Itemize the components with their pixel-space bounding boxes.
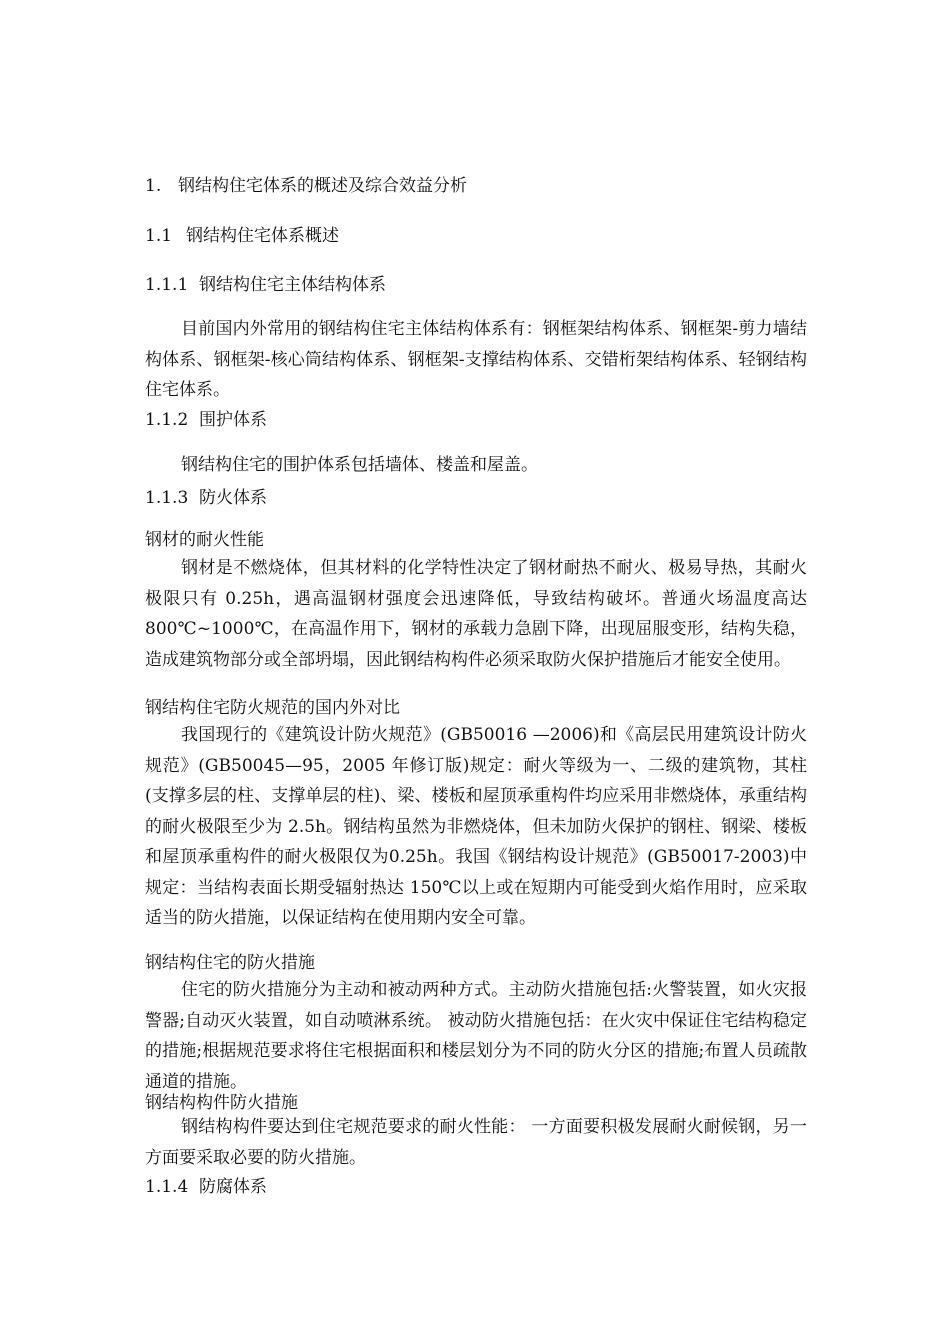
paragraph-fire-code-comparison: 我国现行的《建筑设计防火规范》(GB50016 —2006)和《高层民用建筑设计防火规范》(GB50045—95，2005 年修订版)规定：耐火等级为一、二级的建筑物，其柱(支撑多层的柱、支撑单层的柱)、梁、楼板和屋顶承重构件均应采用非燃烧体，承重结构的耐火极限至少为 2.5h。钢结构虽然为非燃烧体，但未加防火保护的钢柱、钢梁、楼板和屋顶承重构件的耐火极限仅为0.25h。我国《钢结构设计规范》(GB50017-2003)中规定：当结构表面长期受辐射热达 150℃以上或在短期内可能受到火焰作用时，应采取适当的防火措施，以保证结构在使用期内安全可靠。	[145, 725, 807, 928]
section-number: 1.1.2	[145, 410, 189, 430]
subheading-member-fire-measures: 钢结构构件防火措施	[145, 1093, 298, 1113]
paragraph-main-structure: 目前国内外常用的钢结构住宅主体结构体系有：钢框架结构体系、钢框架-剪力墙结构体系、钢框架-核心筒结构体系、钢框架-支撑结构体系、交错桁架结构体系、轻钢结构住宅体系。	[145, 319, 807, 400]
section-number: 1.1.3	[145, 488, 189, 508]
paragraph-fire-resistance: 钢材是不燃烧体，但其材料的化学特性决定了钢材耐热不耐火、极易导热，其耐火极限只有 0.25h，遇高温钢材强度会迅速降低，导致结构破坏。普通火场温度高达 800℃~1000℃，在高温作用下，钢材的承载力急剧下降，出现屈服变形，结构失稳，造成建筑物部分或全部坍塌，因此钢结构构件必须采取防火保护措施后才能安全使用。	[145, 558, 807, 670]
section-number: 1.1.1	[145, 275, 189, 295]
section-title: 围护体系	[199, 410, 267, 430]
section-title: 钢结构住宅体系的概述及综合效益分析	[178, 176, 467, 196]
section-heading-1	[145, 174, 467, 198]
subheading-fire-code-comparison: 钢结构住宅防火规范的国内外对比	[145, 698, 400, 718]
section-title: 防火体系	[199, 488, 267, 508]
section-title: 钢结构住宅主体结构体系	[199, 275, 386, 295]
section-heading-1-1-1	[145, 273, 386, 297]
section-heading-1-1	[145, 224, 339, 248]
section-title: 钢结构住宅体系概述	[186, 226, 339, 246]
section-number: 1.1.4	[145, 1177, 189, 1197]
paragraph-member-fire-measures: 钢结构构件要达到住宅规范要求的耐火性能： 一方面要积极发展耐火耐候钢，另一方面要采取必要的防火措施。	[145, 1117, 807, 1168]
section-heading-1-1-3	[145, 486, 267, 510]
section-title: 防腐体系	[199, 1177, 267, 1197]
section-number: 1.1	[145, 226, 173, 246]
section-heading-1-1-2	[145, 408, 267, 432]
section-heading-1-1-4	[145, 1175, 267, 1199]
paragraph-enclosure: 钢结构住宅的围护体系包括墙体、楼盖和屋盖。	[181, 455, 538, 475]
paragraph-fire-measures: 住宅的防火措施分为主动和被动两种方式。主动防火措施包括:火警装置，如火灾报警器;自动灭火装置，如自动喷淋系统。 被动防火措施包括：在火灾中保证住宅结构稳定的措施;根据规范要求将住宅根据面积和楼层划分为不同的防火分区的措施;布置人员疏散通道的措施。	[145, 980, 807, 1092]
subheading-fire-resistance: 钢材的耐火性能	[145, 530, 264, 550]
section-number: 1.	[145, 176, 162, 196]
subheading-fire-measures: 钢结构住宅的防火措施	[145, 953, 315, 973]
